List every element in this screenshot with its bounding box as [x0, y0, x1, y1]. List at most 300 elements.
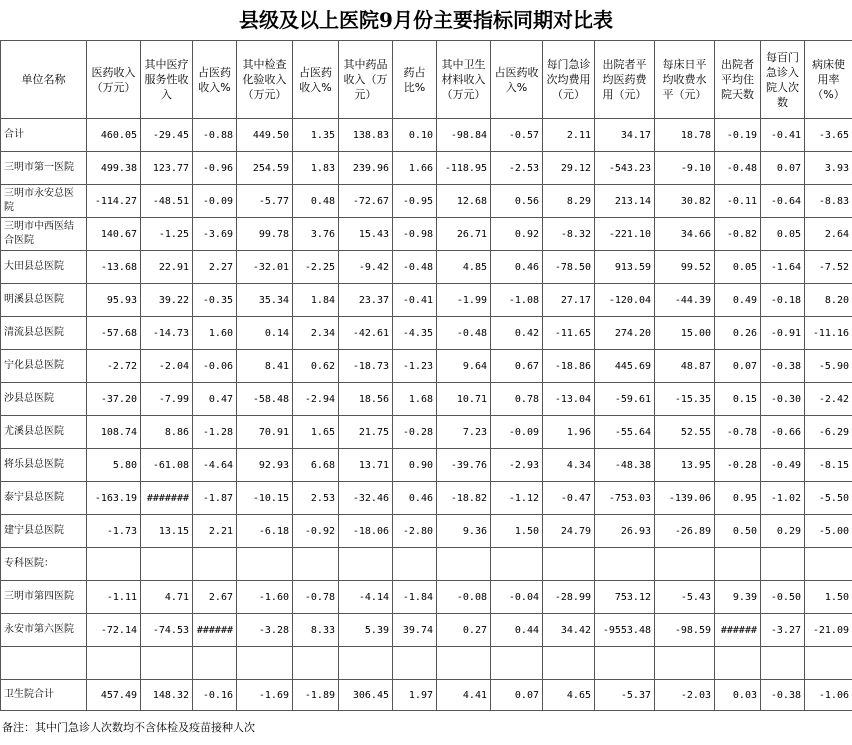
value-cell: -0.95 [393, 185, 437, 218]
value-cell: -21.09 [805, 614, 852, 647]
blank-cell [87, 647, 141, 680]
value-cell: -2.72 [87, 350, 141, 383]
value-cell: -4.35 [393, 317, 437, 350]
value-cell: 48.87 [655, 350, 715, 383]
column-header: 占医药收入% [293, 41, 339, 119]
value-cell: -0.48 [715, 152, 761, 185]
value-cell: -39.76 [437, 449, 491, 482]
blank-cell [437, 647, 491, 680]
value-cell: 0.07 [715, 350, 761, 383]
value-cell: -74.53 [141, 614, 193, 647]
unit-name-cell: 清流县总医院 [1, 317, 87, 350]
value-cell: 3.93 [805, 152, 852, 185]
value-cell: 29.12 [543, 152, 595, 185]
value-cell: -543.23 [595, 152, 655, 185]
blank-cell [543, 548, 595, 581]
value-cell: -0.41 [393, 284, 437, 317]
value-cell: 99.52 [655, 251, 715, 284]
value-cell: 5.80 [87, 449, 141, 482]
value-cell: 213.14 [595, 185, 655, 218]
value-cell: 7.23 [437, 416, 491, 449]
table-row [1, 680, 852, 711]
column-header: 医药收入（万元） [87, 41, 141, 119]
blank-cell [339, 647, 393, 680]
value-cell: -28.99 [543, 581, 595, 614]
value-cell: 8.41 [237, 350, 293, 383]
value-cell: -2.25 [293, 251, 339, 284]
value-cell: 0.07 [491, 680, 543, 711]
table-row [1, 350, 852, 383]
value-cell: 18.78 [655, 119, 715, 152]
blank-cell [805, 548, 852, 581]
value-cell: 34.17 [595, 119, 655, 152]
value-cell: 0.44 [491, 614, 543, 647]
value-cell: 70.91 [237, 416, 293, 449]
value-cell: 26.71 [437, 218, 491, 251]
blank-cell [761, 647, 805, 680]
value-cell: -753.03 [595, 482, 655, 515]
value-cell: 2.64 [805, 218, 852, 251]
value-cell: 10.71 [437, 383, 491, 416]
value-cell: 0.27 [437, 614, 491, 647]
value-cell: 108.74 [87, 416, 141, 449]
value-cell: 239.96 [339, 152, 393, 185]
value-cell: -61.08 [141, 449, 193, 482]
value-cell: 0.50 [715, 515, 761, 548]
value-cell: 0.78 [491, 383, 543, 416]
value-cell: -0.49 [761, 449, 805, 482]
value-cell: -0.57 [491, 119, 543, 152]
value-cell: -9.42 [339, 251, 393, 284]
value-cell: 3.76 [293, 218, 339, 251]
column-header: 每百门急诊入院人次数 [761, 41, 805, 119]
unit-name-cell: 明溪县总医院 [1, 284, 87, 317]
value-cell: 24.79 [543, 515, 595, 548]
value-cell: -6.29 [805, 416, 852, 449]
value-cell: -1.25 [141, 218, 193, 251]
value-cell: 0.62 [293, 350, 339, 383]
value-cell: -1.23 [393, 350, 437, 383]
value-cell: 913.59 [595, 251, 655, 284]
value-cell: -221.10 [595, 218, 655, 251]
table-row [1, 185, 852, 218]
value-cell: 0.15 [715, 383, 761, 416]
value-cell: -13.68 [87, 251, 141, 284]
value-cell: -32.46 [339, 482, 393, 515]
value-cell: -48.51 [141, 185, 193, 218]
blank-cell [437, 548, 491, 581]
unit-name-cell: 三明市中西医结合医院 [1, 218, 87, 251]
table-row [1, 416, 852, 449]
value-cell: 0.26 [715, 317, 761, 350]
value-cell: -1.69 [237, 680, 293, 711]
value-cell: -9553.48 [595, 614, 655, 647]
value-cell: 27.17 [543, 284, 595, 317]
column-header: 病床使用率（%） [805, 41, 852, 119]
value-cell: -18.82 [437, 482, 491, 515]
value-cell: -0.38 [761, 680, 805, 711]
value-cell: -5.90 [805, 350, 852, 383]
value-cell: 34.42 [543, 614, 595, 647]
value-cell: -14.73 [141, 317, 193, 350]
unit-name-cell: 永安市第六医院 [1, 614, 87, 647]
value-cell: 13.15 [141, 515, 193, 548]
column-header: 单位名称 [1, 41, 87, 119]
value-cell: -0.50 [761, 581, 805, 614]
unit-name-cell: 卫生院合计 [1, 680, 87, 711]
value-cell: -0.48 [393, 251, 437, 284]
value-cell: 95.93 [87, 284, 141, 317]
blank-cell [805, 647, 852, 680]
value-cell: -1.11 [87, 581, 141, 614]
section-label-row [1, 548, 852, 581]
value-cell: 18.56 [339, 383, 393, 416]
unit-name-cell: 大田县总医院 [1, 251, 87, 284]
value-cell: 460.05 [87, 119, 141, 152]
value-cell: -0.11 [715, 185, 761, 218]
value-cell: -0.47 [543, 482, 595, 515]
value-cell: 23.37 [339, 284, 393, 317]
value-cell: -0.19 [715, 119, 761, 152]
value-cell: 4.41 [437, 680, 491, 711]
value-cell: -0.35 [193, 284, 237, 317]
table-row [1, 251, 852, 284]
value-cell: 138.83 [339, 119, 393, 152]
table-row [1, 152, 852, 185]
value-cell: -0.08 [437, 581, 491, 614]
value-cell: -2.94 [293, 383, 339, 416]
value-cell: -1.87 [193, 482, 237, 515]
value-cell: -78.50 [543, 251, 595, 284]
table-row [1, 581, 852, 614]
value-cell: -0.78 [293, 581, 339, 614]
unit-name-cell: 三明市第四医院 [1, 581, 87, 614]
section-label: 专科医院： [1, 548, 87, 581]
value-cell: -0.48 [437, 317, 491, 350]
value-cell: 254.59 [237, 152, 293, 185]
value-cell: -0.18 [761, 284, 805, 317]
blank-cell [491, 647, 543, 680]
value-cell: -5.50 [805, 482, 852, 515]
value-cell: ###### [715, 614, 761, 647]
value-cell: 22.91 [141, 251, 193, 284]
value-cell: -1.60 [237, 581, 293, 614]
value-cell: -0.88 [193, 119, 237, 152]
blank-cell [237, 548, 293, 581]
value-cell: 39.22 [141, 284, 193, 317]
value-cell: 13.95 [655, 449, 715, 482]
value-cell: 1.84 [293, 284, 339, 317]
value-cell: 0.47 [193, 383, 237, 416]
value-cell: 26.93 [595, 515, 655, 548]
table-row [1, 317, 852, 350]
value-cell: 1.97 [393, 680, 437, 711]
table-row [1, 218, 852, 251]
header-row [1, 41, 852, 119]
value-cell: 8.29 [543, 185, 595, 218]
blank-cell [293, 548, 339, 581]
value-cell: -5.00 [805, 515, 852, 548]
value-cell: 21.75 [339, 416, 393, 449]
value-cell: -5.37 [595, 680, 655, 711]
value-cell: 2.53 [293, 482, 339, 515]
value-cell: -0.66 [761, 416, 805, 449]
footnote: 备注：其中门急诊人次数均不含体检及疫苗接种人次 [2, 721, 255, 734]
value-cell: 2.34 [293, 317, 339, 350]
table-row [1, 119, 852, 152]
value-cell: -5.77 [237, 185, 293, 218]
value-cell: 1.60 [193, 317, 237, 350]
value-cell: 0.29 [761, 515, 805, 548]
column-header: 其中医疗服务性收入 [141, 41, 193, 119]
blank-cell [715, 548, 761, 581]
blank-cell [193, 548, 237, 581]
unit-name-cell: 沙县总医院 [1, 383, 87, 416]
value-cell: -2.42 [805, 383, 852, 416]
value-cell: -120.04 [595, 284, 655, 317]
value-cell: -0.28 [715, 449, 761, 482]
value-cell: 445.69 [595, 350, 655, 383]
value-cell: 15.43 [339, 218, 393, 251]
value-cell: 8.33 [293, 614, 339, 647]
value-cell: 0.92 [491, 218, 543, 251]
value-cell: -0.82 [715, 218, 761, 251]
value-cell: 99.78 [237, 218, 293, 251]
value-cell: 140.67 [87, 218, 141, 251]
blank-cell [715, 647, 761, 680]
blank-cell [141, 548, 193, 581]
value-cell: -1.84 [393, 581, 437, 614]
value-cell: -2.93 [491, 449, 543, 482]
value-cell: 0.10 [393, 119, 437, 152]
table-row [1, 614, 852, 647]
value-cell: 0.05 [715, 251, 761, 284]
value-cell: -7.52 [805, 251, 852, 284]
value-cell: -0.16 [193, 680, 237, 711]
value-cell: 148.32 [141, 680, 193, 711]
value-cell: 4.34 [543, 449, 595, 482]
value-cell: -1.28 [193, 416, 237, 449]
value-cell: -1.12 [491, 482, 543, 515]
value-cell: 0.05 [761, 218, 805, 251]
value-cell: 457.49 [87, 680, 141, 711]
value-cell: 8.86 [141, 416, 193, 449]
value-cell: -4.14 [339, 581, 393, 614]
column-header: 药占比% [393, 41, 437, 119]
value-cell: 4.65 [543, 680, 595, 711]
value-cell: -0.09 [491, 416, 543, 449]
value-cell: 4.71 [141, 581, 193, 614]
value-cell: -11.65 [543, 317, 595, 350]
value-cell: ###### [193, 614, 237, 647]
value-cell: -6.18 [237, 515, 293, 548]
column-header: 每床日平均收费水平（元） [655, 41, 715, 119]
value-cell: 9.39 [715, 581, 761, 614]
value-cell: 30.82 [655, 185, 715, 218]
value-cell: 52.55 [655, 416, 715, 449]
value-cell: 1.35 [293, 119, 339, 152]
value-cell: 5.39 [339, 614, 393, 647]
value-cell: 1.96 [543, 416, 595, 449]
value-cell: -5.43 [655, 581, 715, 614]
value-cell: -114.27 [87, 185, 141, 218]
value-cell: 306.45 [339, 680, 393, 711]
blank-row [1, 647, 852, 680]
value-cell: 4.85 [437, 251, 491, 284]
blank-cell [141, 647, 193, 680]
value-cell: 449.50 [237, 119, 293, 152]
value-cell: -1.89 [293, 680, 339, 711]
blank-cell [237, 647, 293, 680]
value-cell: -1.02 [761, 482, 805, 515]
unit-name-cell: 三明市永安总医院 [1, 185, 87, 218]
value-cell: -1.06 [805, 680, 852, 711]
table-row [1, 449, 852, 482]
value-cell: -48.38 [595, 449, 655, 482]
value-cell: -18.06 [339, 515, 393, 548]
value-cell: 2.27 [193, 251, 237, 284]
value-cell: 13.71 [339, 449, 393, 482]
column-header: 占医药收入% [193, 41, 237, 119]
value-cell: 0.49 [715, 284, 761, 317]
value-cell: 9.36 [437, 515, 491, 548]
value-cell: -37.20 [87, 383, 141, 416]
value-cell: 1.68 [393, 383, 437, 416]
table-row [1, 383, 852, 416]
value-cell: 6.68 [293, 449, 339, 482]
value-cell: 92.93 [237, 449, 293, 482]
value-cell: 753.12 [595, 581, 655, 614]
value-cell: 499.38 [87, 152, 141, 185]
value-cell: ####### [141, 482, 193, 515]
value-cell: -72.14 [87, 614, 141, 647]
blank-cell [393, 647, 437, 680]
value-cell: -0.96 [193, 152, 237, 185]
value-cell: -3.28 [237, 614, 293, 647]
value-cell: -0.09 [193, 185, 237, 218]
blank-cell [595, 548, 655, 581]
value-cell: -2.53 [491, 152, 543, 185]
value-cell: 8.20 [805, 284, 852, 317]
value-cell: -2.03 [655, 680, 715, 711]
value-cell: -8.83 [805, 185, 852, 218]
value-cell: 1.50 [491, 515, 543, 548]
value-cell: -29.45 [141, 119, 193, 152]
value-cell: 35.34 [237, 284, 293, 317]
value-cell: -1.08 [491, 284, 543, 317]
value-cell: 9.64 [437, 350, 491, 383]
value-cell: -139.06 [655, 482, 715, 515]
value-cell: 1.50 [805, 581, 852, 614]
value-cell: 0.46 [393, 482, 437, 515]
value-cell: -4.64 [193, 449, 237, 482]
column-header: 每门急诊次均费用（元） [543, 41, 595, 119]
value-cell: -163.19 [87, 482, 141, 515]
value-cell: -8.32 [543, 218, 595, 251]
value-cell: -1.64 [761, 251, 805, 284]
blank-cell [393, 548, 437, 581]
blank-cell [655, 647, 715, 680]
value-cell: -26.89 [655, 515, 715, 548]
unit-name-cell: 将乐县总医院 [1, 449, 87, 482]
table-row [1, 482, 852, 515]
unit-name-cell: 建宁县总医院 [1, 515, 87, 548]
value-cell: -15.35 [655, 383, 715, 416]
value-cell: 0.90 [393, 449, 437, 482]
column-header: 其中卫生材料收入（万元） [437, 41, 491, 119]
value-cell: -7.99 [141, 383, 193, 416]
value-cell: -9.10 [655, 152, 715, 185]
value-cell: -11.16 [805, 317, 852, 350]
value-cell: 2.21 [193, 515, 237, 548]
value-cell: -0.38 [761, 350, 805, 383]
value-cell: -0.91 [761, 317, 805, 350]
value-cell: 15.00 [655, 317, 715, 350]
value-cell: -98.84 [437, 119, 491, 152]
value-cell: -2.04 [141, 350, 193, 383]
blank-cell [543, 647, 595, 680]
blank-cell [193, 647, 237, 680]
value-cell: 0.03 [715, 680, 761, 711]
value-cell: -13.04 [543, 383, 595, 416]
value-cell: -18.86 [543, 350, 595, 383]
value-cell: -0.04 [491, 581, 543, 614]
column-header: 占医药收入% [491, 41, 543, 119]
value-cell: 0.67 [491, 350, 543, 383]
unit-name-cell: 尤溪县总医院 [1, 416, 87, 449]
column-header: 出院者平均医药费用（元） [595, 41, 655, 119]
unit-name-cell: 合计 [1, 119, 87, 152]
value-cell: 2.67 [193, 581, 237, 614]
blank-cell [293, 647, 339, 680]
blank-cell [655, 548, 715, 581]
value-cell: 1.83 [293, 152, 339, 185]
value-cell: -0.64 [761, 185, 805, 218]
value-cell: -55.64 [595, 416, 655, 449]
column-header: 其中药品收入（万元） [339, 41, 393, 119]
unit-name-cell: 三明市第一医院 [1, 152, 87, 185]
value-cell: -1.99 [437, 284, 491, 317]
value-cell: -58.48 [237, 383, 293, 416]
value-cell: -3.69 [193, 218, 237, 251]
column-header: 出院者平均住院天数 [715, 41, 761, 119]
value-cell: -98.59 [655, 614, 715, 647]
value-cell: -0.28 [393, 416, 437, 449]
unit-name-cell: 宁化县总医院 [1, 350, 87, 383]
value-cell: 0.56 [491, 185, 543, 218]
value-cell: -0.78 [715, 416, 761, 449]
value-cell: -0.06 [193, 350, 237, 383]
value-cell: -59.61 [595, 383, 655, 416]
value-cell: -10.15 [237, 482, 293, 515]
table-row [1, 515, 852, 548]
comparison-table [0, 40, 852, 711]
value-cell: -0.92 [293, 515, 339, 548]
value-cell: -3.65 [805, 119, 852, 152]
value-cell: 0.95 [715, 482, 761, 515]
table-title: 县级及以上医院9月份主要指标同期对比表 [239, 8, 613, 32]
value-cell: -3.27 [761, 614, 805, 647]
value-cell: 39.74 [393, 614, 437, 647]
value-cell: 34.66 [655, 218, 715, 251]
value-cell: -2.80 [393, 515, 437, 548]
value-cell: 0.46 [491, 251, 543, 284]
value-cell: -44.39 [655, 284, 715, 317]
value-cell: 1.65 [293, 416, 339, 449]
blank-cell [87, 548, 141, 581]
value-cell: 12.68 [437, 185, 491, 218]
value-cell: 0.42 [491, 317, 543, 350]
